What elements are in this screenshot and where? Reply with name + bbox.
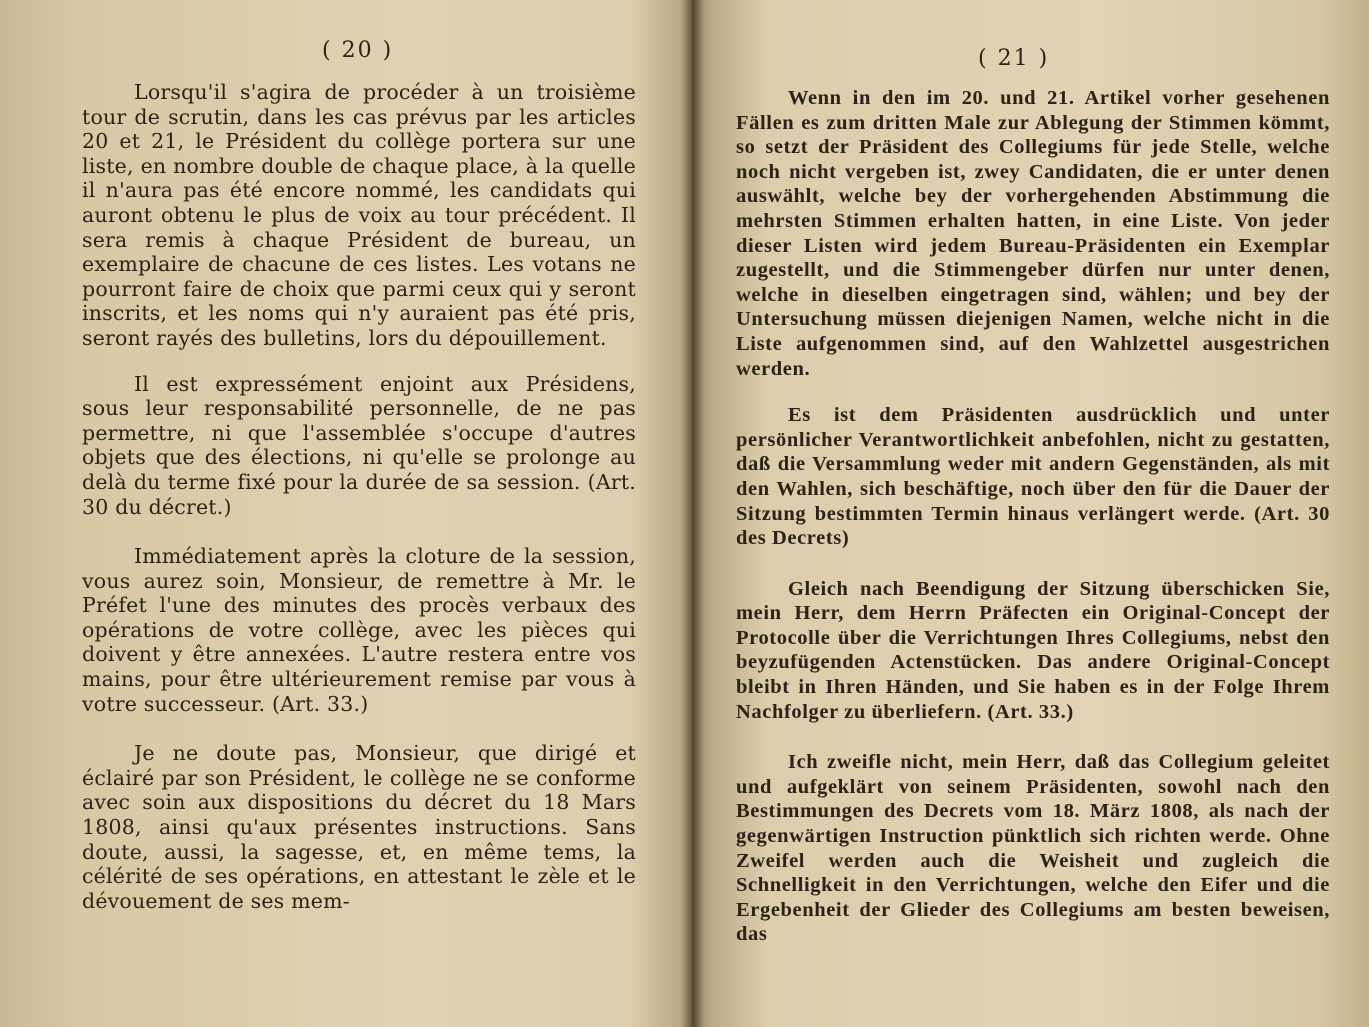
left-paragraph-1: Lorsqu'il s'agira de procéder à un troisième tour de scrutin, dans les cas prévus par les articles 20 et 21, le Président du collège portera sur une liste, en nombre double de chaque place, à la quelle il n'aura pas été encore nommé, les candidats qui auront obtenu le plus de voix au tour précédent. Il sera remis à chaque Président de bureau, un exemplaire de chacune de ces listes. Les votans ne pourront faire de choix que parmi ceux qui y seront inscrits, et les noms qui n'y auraient pas été pris, seront rayés des bulletins, lors du dépouillement. (82, 80, 636, 350)
left-paragraph-3: Immédiatement après la cloture de la session, vous aurez soin, Monsieur, de remettre à Mr. le Préfet l'une des minutes des procès verbaux des opérations de votre collège, avec les pièces qui doivent y être annexées. L'autre restera entre vos mains, pour être ultérieurement remise par vous à votre successeur. (Art. 33.) (82, 544, 636, 716)
right-page-number: ( 21 ) (978, 46, 1050, 71)
right-paragraph-4: Ich zweifle nicht, mein Herr, daß das Collegium geleitet und aufgeklärt von seinem Präsidenten, sowohl nach den Bestimmungen des Decrets vom 18. März 1808, als nach der gegenwärtigen Instruction pünktlich sich richten werde. Ohne Zweifel werden auch die Weisheit und zugleich die Schnelligkeit in den Verrichtungen, welche den Eifer und die Ergebenheit der Glieder des Collegiums am besten beweisen, das (736, 751, 1330, 946)
left-page-number: ( 20 ) (322, 38, 394, 63)
right-text-column (736, 86, 1330, 947)
right-paragraph-3: Gleich nach Beendigung der Sitzung überschicken Sie, mein Herr, dem Herrn Präfecten ein Original-Concept der Protocolle über die Verrichtungen Ihres Collegiums, nebst den beyzufügenden Actenstücken. Das andere Original-Concept bleibt in Ihren Händen, und Sie haben es in der Folge Ihrem Nachfolger zu überliefern. (Art. 33.) (736, 577, 1330, 723)
left-page (0, 0, 684, 1027)
right-paragraph-1: Wenn in den im 20. und 21. Artikel vorher gesehenen Fällen es zum dritten Male zur Ablegung der Stimmen kömmt, so setzt der Präsident des Collegiums für jede Stelle, welche noch nicht vergeben ist, zwey Candidaten, die er unter denen auswählt, welche bey der vorhergehenden Abstimmung die mehrsten Stimmen erhalten hatten, in eine Liste. Von jeder dieser Listen wird jedem Bureau-Präsidenten ein Exemplar zugestellt, und die Stimmengeber dürfen nur unter denen, welche in dieselben eingetragen sind, wählen; und bey der Untersuchung müssen diejenigen Namen, welche nicht in die Liste aufgenommen sind, auf den Wahlzettel ausgestrichen werden. (736, 87, 1330, 380)
right-paragraph-2: Es ist dem Präsidenten ausdrücklich und unter persönlicher Verantwortlichkeit anbefohlen, nicht zu gestatten, daß die Versammlung weder mit andern Gegenständen, als mit den Wahlen, sich beschäftige, noch über den für die Dauer der Sitzung bestimmten Termin hinaus verlängert werde. (Art. 30 des Decrets) (736, 404, 1330, 550)
left-paragraph-4: Je ne doute pas, Monsieur, que dirigé et éclairé par son Président, le collège ne se conforme avec soin aux dispositions du décret du 18 Mars 1808, ainsi qu'aux présentes instructions. Sans doute, aussi, la sagesse, et, en même tems, la célérité de ses opérations, en attestant le zèle et le dévouement de ses mem- (82, 741, 636, 913)
left-text-column (82, 80, 636, 913)
left-paragraph-2: Il est expressément enjoint aux Présidens, sous leur responsabilité personnelle, de ne pas permettre, ni que l'assemblée s'occupe d'autres objets que des élections, ni qu'elle se prolonge au delà du terme fixé pour la durée de sa session. (Art. 30 du décret.) (82, 371, 636, 519)
right-page (696, 0, 1369, 1027)
